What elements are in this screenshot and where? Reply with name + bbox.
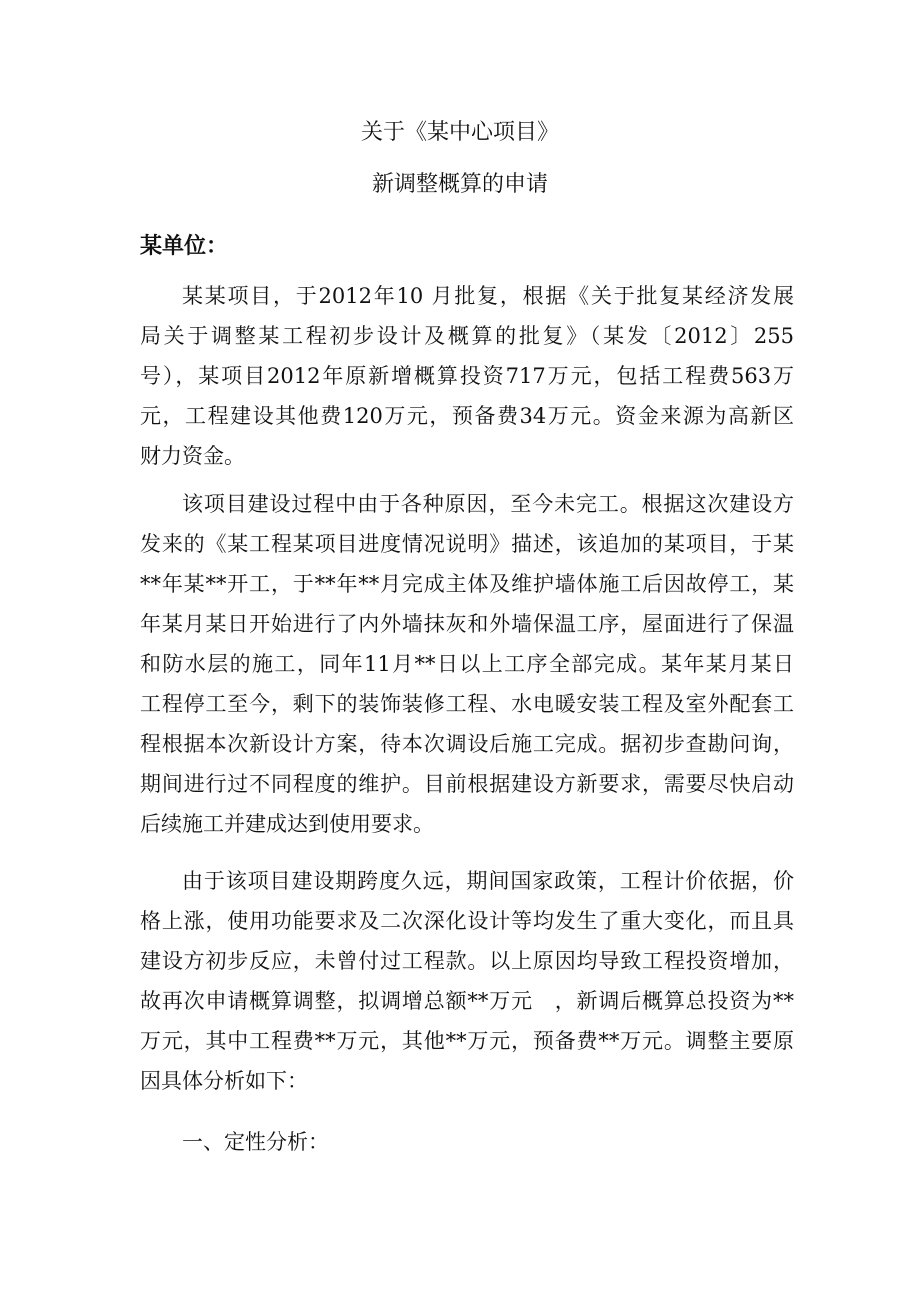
paragraph-line: **年某**开工，于**年**月完成主体及维护墙体施工后因故停工，某: [140, 572, 794, 596]
paragraph-line: 期间进行过不同程度的维护。目前根据建设方新要求，需要尽快启动: [140, 772, 794, 796]
paragraph-line: 和防水层的施工，同年11月**日以上工序全部完成。某年某月某日: [140, 652, 794, 676]
paragraph-2: [140, 484, 794, 844]
salutation: 某单位：: [140, 234, 229, 259]
paragraph-line: 建设方初步反应，未曾付过工程款。以上原因均导致工程投资增加，: [140, 949, 794, 973]
paragraph-line: 由于该项目建设期跨度久远，期间国家政策，工程计价依据，价: [182, 869, 794, 893]
paragraph-line: 因具体分析如下：: [140, 1069, 308, 1093]
paragraph-line: 号），某项目2012年原新增概算投资717万元，包括工程费563万: [140, 364, 794, 388]
paragraph-line: 该项目建设过程中由于各种原因，至今未完工。根据这次建设方: [182, 492, 794, 516]
paragraph-3: [140, 861, 794, 1101]
paragraph-line: 万元，其中工程费**万元，其他**万元，预备费**万元。调整主要原: [140, 1029, 794, 1053]
paragraph-line: 某某项目，于2012年10 月批复，根据《关于批复某经济发展: [182, 284, 794, 308]
paragraph-line: 后续施工并建成达到使用要求。: [140, 812, 434, 836]
paragraph-line: 工程停工至今，剩下的装饰装修工程、水电暖安装工程及室外配套工: [140, 692, 794, 716]
paragraph-line: 格上涨，使用功能要求及二次深化设计等均发生了重大变化，而且具: [140, 909, 794, 933]
document-title-line-2: 新调整概算的申请: [371, 172, 548, 197]
paragraph-line: 局关于调整某工程初步设计及概算的批复》（某发〔2012〕255: [140, 324, 794, 348]
paragraph-line: 元，工程建设其他费120万元，预备费34万元。资金来源为高新区: [140, 404, 794, 428]
paragraph-line: 年某月某日开始进行了内外墙抹灰和外墙保温工序，屋面进行了保温: [140, 612, 794, 636]
document-title-line-1: 关于《某中心项目》: [360, 120, 559, 145]
paragraph-line: 程根据本次新设计方案，待本次调设后施工完成。据初步查勘问询，: [140, 732, 794, 756]
section-heading: 一、定性分析：: [182, 1130, 329, 1154]
paragraph-1: [140, 276, 794, 476]
paragraph-line: 发来的《某工程某项目进度情况说明》描述，该追加的某项目，于某: [140, 532, 794, 556]
paragraph-line: 故再次申请概算调整，拟调增总额**万元 ，新调后概算总投资为**: [140, 989, 794, 1013]
paragraph-line: 财力资金。: [140, 444, 245, 468]
